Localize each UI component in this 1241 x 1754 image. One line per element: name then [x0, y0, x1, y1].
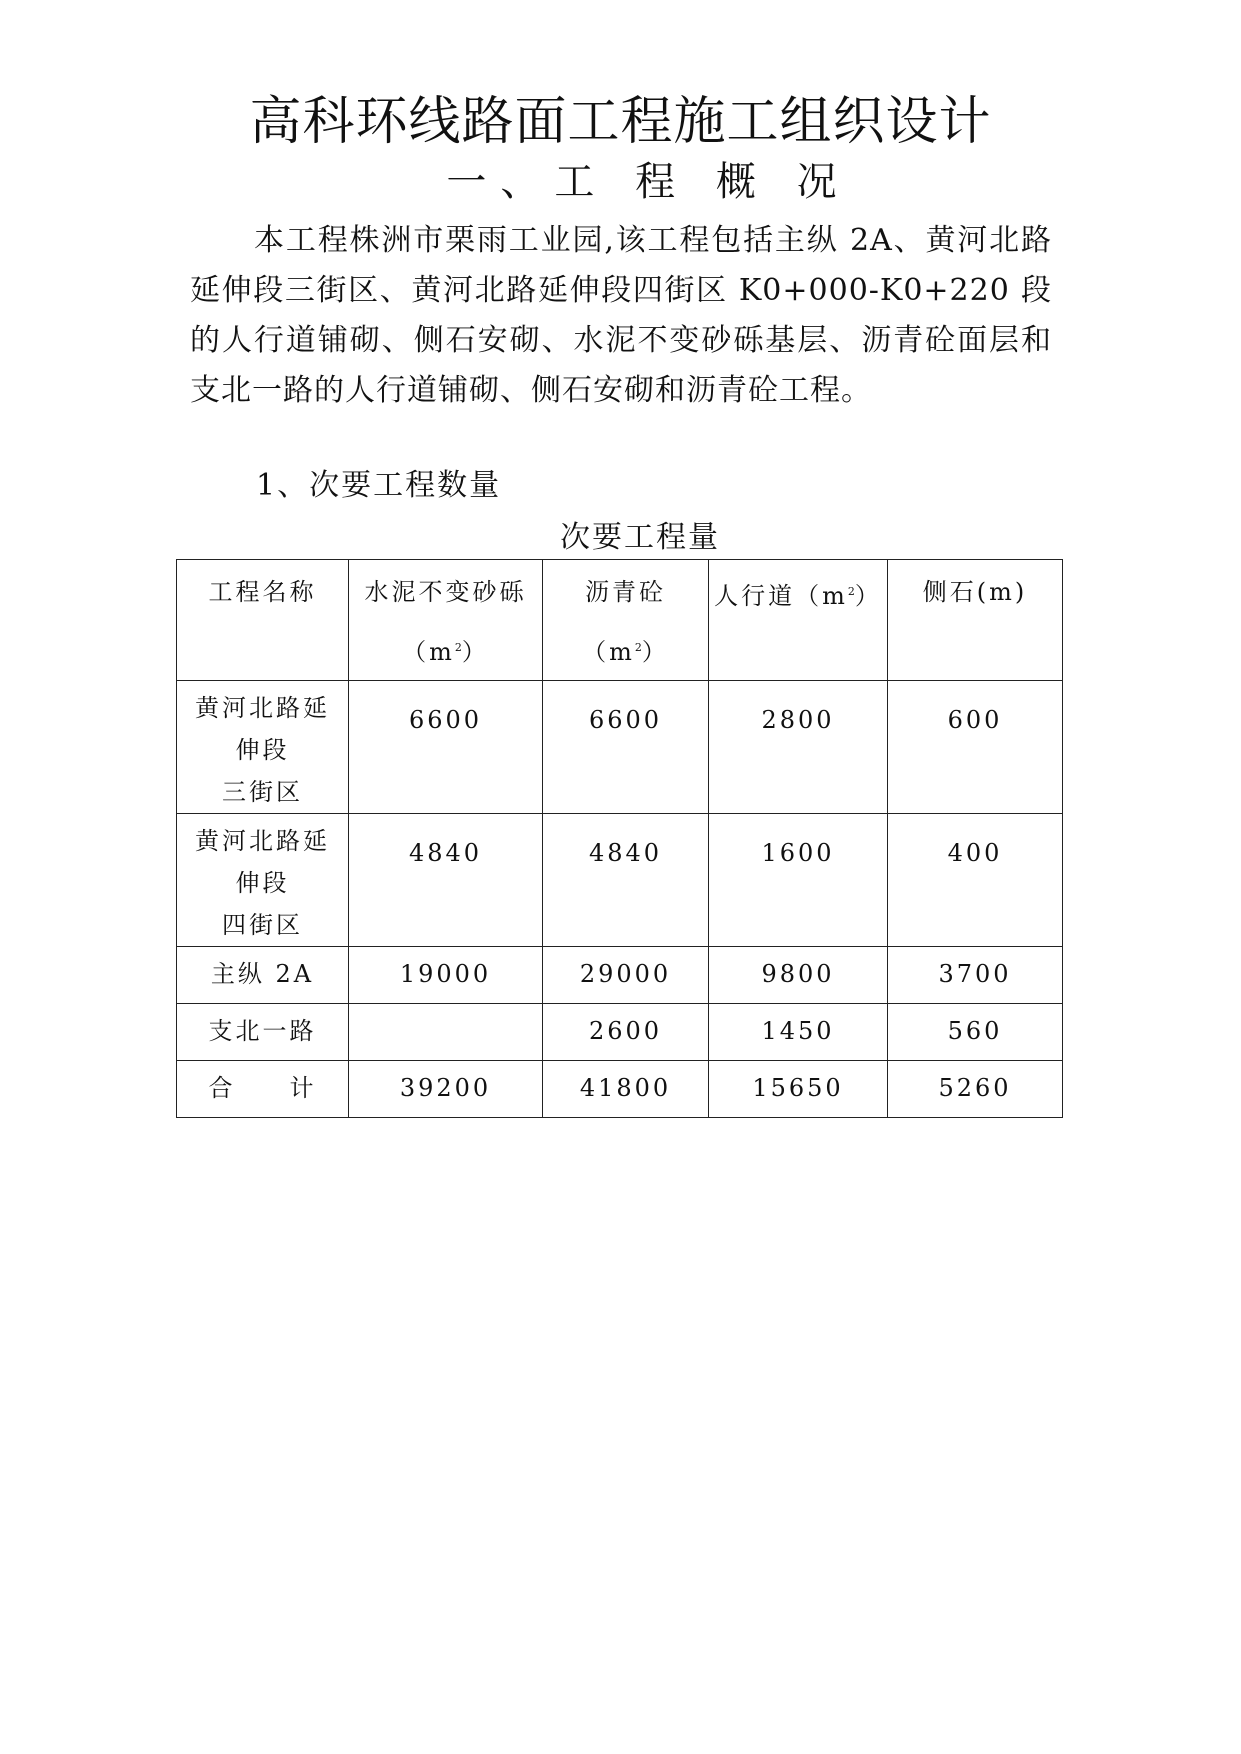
cell-name: 支北一路 [177, 1004, 349, 1061]
header-curb: 侧石(m) [888, 560, 1063, 681]
section-title: 一、工 程 概 况 [446, 159, 851, 205]
cell-asphalt: 2600 [543, 1004, 709, 1061]
table-row [177, 681, 1063, 814]
table-row [177, 814, 1063, 947]
cell-asphalt: 6600 [543, 681, 709, 814]
cell-cement [349, 1004, 543, 1061]
cell-asphalt: 41800 [543, 1061, 709, 1118]
table-caption: 次要工程量 [560, 520, 720, 555]
cell-asphalt: 29000 [543, 947, 709, 1004]
cell-sidewalk: 2800 [709, 681, 888, 814]
cell-sidewalk: 1450 [709, 1004, 888, 1061]
cell-sidewalk: 1600 [709, 814, 888, 947]
cell-curb: 3700 [888, 947, 1063, 1004]
cell-cement: 4840 [349, 814, 543, 947]
cell-name: 黄河北路延 伸段 三街区 [177, 681, 349, 814]
cell-asphalt: 4840 [543, 814, 709, 947]
table-header-row [177, 560, 1063, 681]
cell-curb: 560 [888, 1004, 1063, 1061]
header-cement-unit: $(m^2)$ [402, 638, 489, 666]
cell-name: 主纵 2A [177, 947, 349, 1004]
intro-paragraph: 本工程株洲市栗雨工业园,该工程包括主纵 2A、黄河北路延伸段三街区、黄河北路延伸段四街区 K0+000-K0+220 段的人行道铺砌、侧石安砌、水泥不变砂砾基层、沥青砼面层和支北一路的人行道铺砌、侧石安砌和沥青砼工程。 [190, 223, 1052, 408]
table-row [177, 1004, 1063, 1061]
header-asphalt: 沥青砼$(m^2)$ [543, 560, 709, 681]
cell-sidewalk: 15650 [709, 1061, 888, 1118]
subsection-heading: 1、次要工程数量 [256, 468, 502, 503]
cell-curb: 5260 [888, 1061, 1063, 1118]
cell-cement: 39200 [349, 1061, 543, 1118]
cell-name: 合 计 [177, 1061, 349, 1118]
table-row [177, 947, 1063, 1004]
cell-sidewalk: 9800 [709, 947, 888, 1004]
header-name: 工程名称 [177, 560, 349, 681]
cell-curb: 400 [888, 814, 1063, 947]
cell-name: 黄河北路延 伸段 四街区 [177, 814, 349, 947]
cell-cement: 19000 [349, 947, 543, 1004]
cell-cement: 6600 [349, 681, 543, 814]
header-cement: 水泥不变砂砾 $(m^2)$ [349, 560, 543, 681]
quantity-table [176, 559, 1063, 1118]
cell-curb: 600 [888, 681, 1063, 814]
table-total-row [177, 1061, 1063, 1118]
document-title: 高科环线路面工程施工组织设计 [249, 92, 992, 152]
header-sidewalk: 人行道$(m^2)$ [709, 560, 888, 681]
